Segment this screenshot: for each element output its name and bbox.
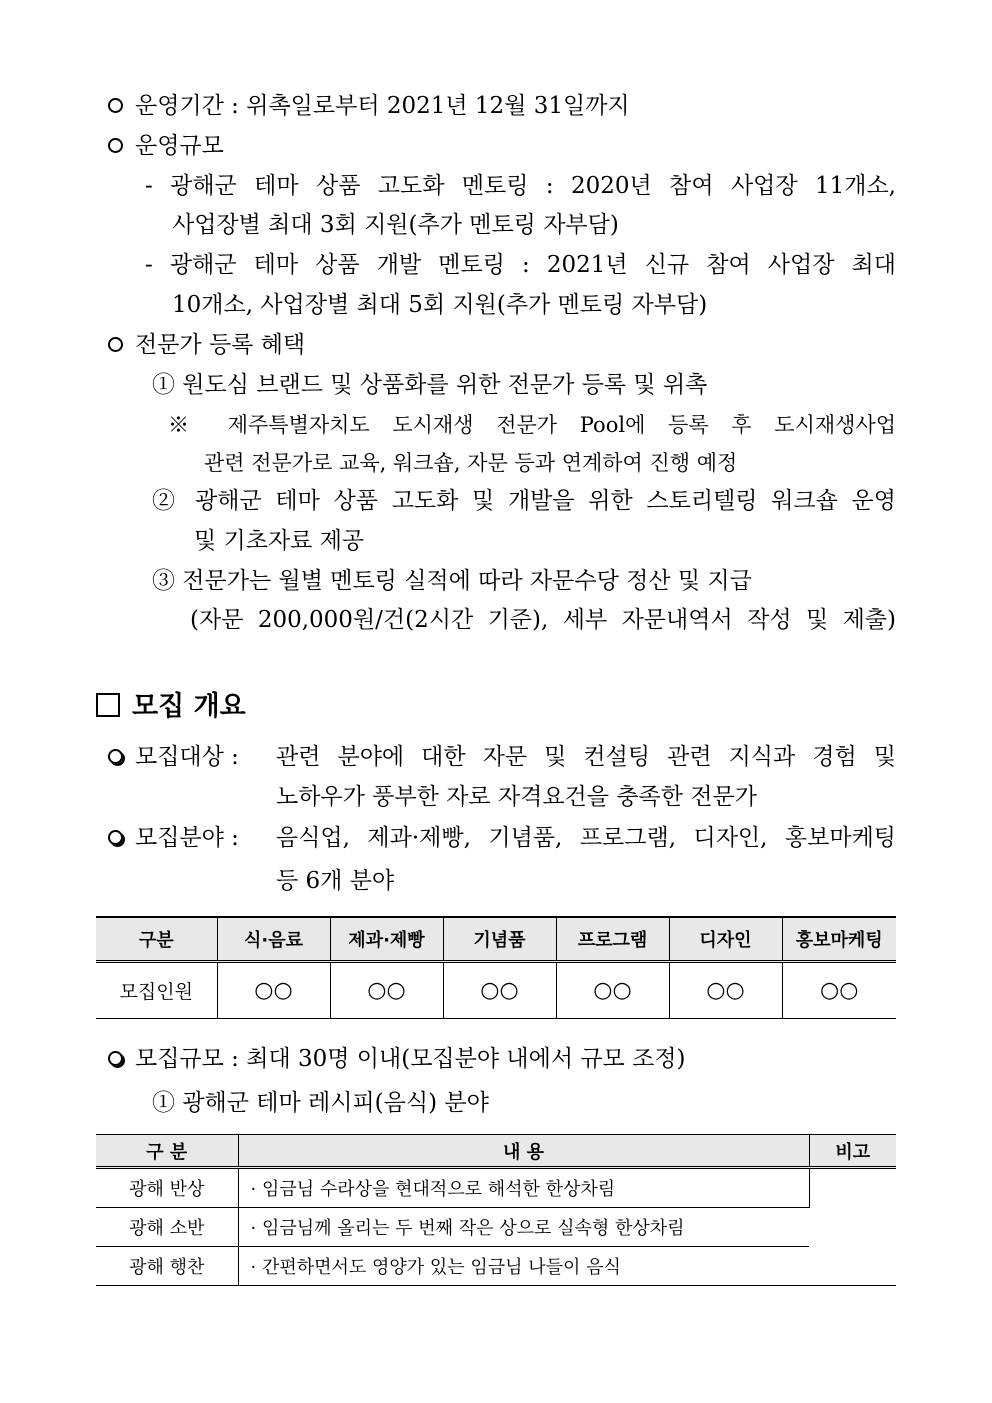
circle-bullet-icon: [108, 98, 123, 113]
benefit-3: ③ 전문가는 월별 멘토링 실적에 따라 자문수당 정산 및 지급: [152, 568, 752, 594]
benefit-2-cont: 및 기초자료 제공: [194, 528, 365, 554]
scale-item-1: - 광해군 테마 상품 고도화 멘토링 : 2020년 참여 사업장 11개소,: [145, 173, 896, 199]
table-cell: ○○: [782, 962, 896, 1019]
benefit-2: ② 광해군 테마 상품 고도화 및 개발을 위한 스토리텔링 워크숍 운영: [152, 488, 896, 514]
table-cell: · 임금님께 올리는 두 번째 작은 상으로 실속형 한상차림: [238, 1208, 809, 1247]
table-cell: ○○: [556, 962, 669, 1019]
table-row: [96, 1247, 896, 1286]
recruit-field: 모집분야 :: [108, 823, 239, 853]
operation-scale: 운영규모: [108, 131, 224, 161]
circle-bullet-icon: [108, 749, 123, 764]
recruit-target: 모집대상 :: [108, 742, 239, 772]
scale-item-2: - 광해군 테마 상품 개발 멘토링 : 2021년 신규 참여 사업장 최대: [145, 252, 896, 278]
table-header-cell: 구 분: [96, 1135, 238, 1168]
table-header-cell: 제과·제빵: [330, 917, 443, 962]
recipe-field: ① 광해군 테마 레시피(음식) 분야: [152, 1090, 489, 1116]
scale-item-1-cont: 사업장별 최대 3회 지원(추가 멘토링 자부담): [172, 212, 619, 238]
expert-benefits: 전문가 등록 혜택: [108, 330, 305, 360]
checkbox-square-icon: [96, 693, 120, 717]
table-header-cell: 식·음료: [217, 917, 330, 962]
benefit-1: ① 원도심 브랜드 및 상품화를 위한 전문가 등록 및 위촉: [152, 372, 708, 398]
table-cell: · 간편하면서도 영양가 있는 임금님 나들이 음식: [238, 1247, 809, 1286]
table-row: [96, 1208, 896, 1247]
table-cell: ○○: [330, 962, 443, 1019]
operation-period: 운영기간 : 위촉일로부터 2021년 12월 31일까지: [108, 91, 630, 121]
table-row-label: 모집인원: [96, 962, 217, 1019]
circle-bullet-icon: [108, 1051, 123, 1066]
recipe-table: [96, 1134, 896, 1286]
table-cell: ○○: [217, 962, 330, 1019]
table-cell: 광해 반상: [96, 1168, 238, 1208]
table-row: [96, 1168, 896, 1208]
table-header-cell: 구분: [96, 917, 217, 962]
table-header-cell: 기념품: [443, 917, 556, 962]
table-header-cell: 디자인: [669, 917, 782, 962]
table-header-cell: 홍보마케팅: [782, 917, 896, 962]
table-cell-note: [809, 1168, 896, 1286]
circle-bullet-icon: [108, 337, 123, 352]
table-cell: 광해 소반: [96, 1208, 238, 1247]
section-title: 모집 개요: [96, 690, 246, 724]
table-cell: 광해 행찬: [96, 1247, 238, 1286]
table-header-cell: 비고: [809, 1135, 896, 1168]
table-header-row: [96, 1135, 896, 1168]
table-cell: · 임금님 수라상을 현대적으로 해석한 한상차림: [238, 1168, 809, 1208]
benefit-note: ※ 제주특별자치도 도시재생 전문가 Pool에 등록 후 도시재생사업: [168, 413, 896, 437]
table-row: [96, 962, 896, 1019]
benefit-3-cont: (자문 200,000원/건(2시간 기준), 세부 자문내역서 작성 및 제출): [190, 607, 896, 633]
table-header-cell: 프로그램: [556, 917, 669, 962]
scale-item-2-cont: 10개소, 사업장별 최대 5회 지원(추가 멘토링 자부담): [172, 292, 708, 318]
table-cell: ○○: [443, 962, 556, 1019]
circle-bullet-icon: [108, 138, 123, 153]
recruit-target-cont: 노하우가 풍부한 자로 자격요건을 충족한 전문가: [276, 784, 757, 810]
table-cell: ○○: [669, 962, 782, 1019]
recruit-target-text: 관련 분야에 대한 자문 및 컨설팅 관련 지식과 경험 및: [276, 744, 896, 770]
benefit-note-cont: 관련 전문가로 교육, 워크숍, 자문 등과 연계하여 진행 예정: [204, 451, 738, 475]
table-header-row: [96, 917, 896, 962]
recruit-scale: 모집규모 : 최대 30명 이내(모집분야 내에서 규모 조정): [108, 1044, 686, 1074]
circle-bullet-icon: [108, 830, 123, 845]
recruit-field-cont: 등 6개 분야: [276, 868, 395, 894]
recruit-count-table: [96, 916, 896, 1019]
recruit-field-text: 음식업, 제과·제빵, 기념품, 프로그램, 디자인, 홍보마케팅: [276, 825, 896, 851]
table-header-cell: 내 용: [238, 1135, 809, 1168]
